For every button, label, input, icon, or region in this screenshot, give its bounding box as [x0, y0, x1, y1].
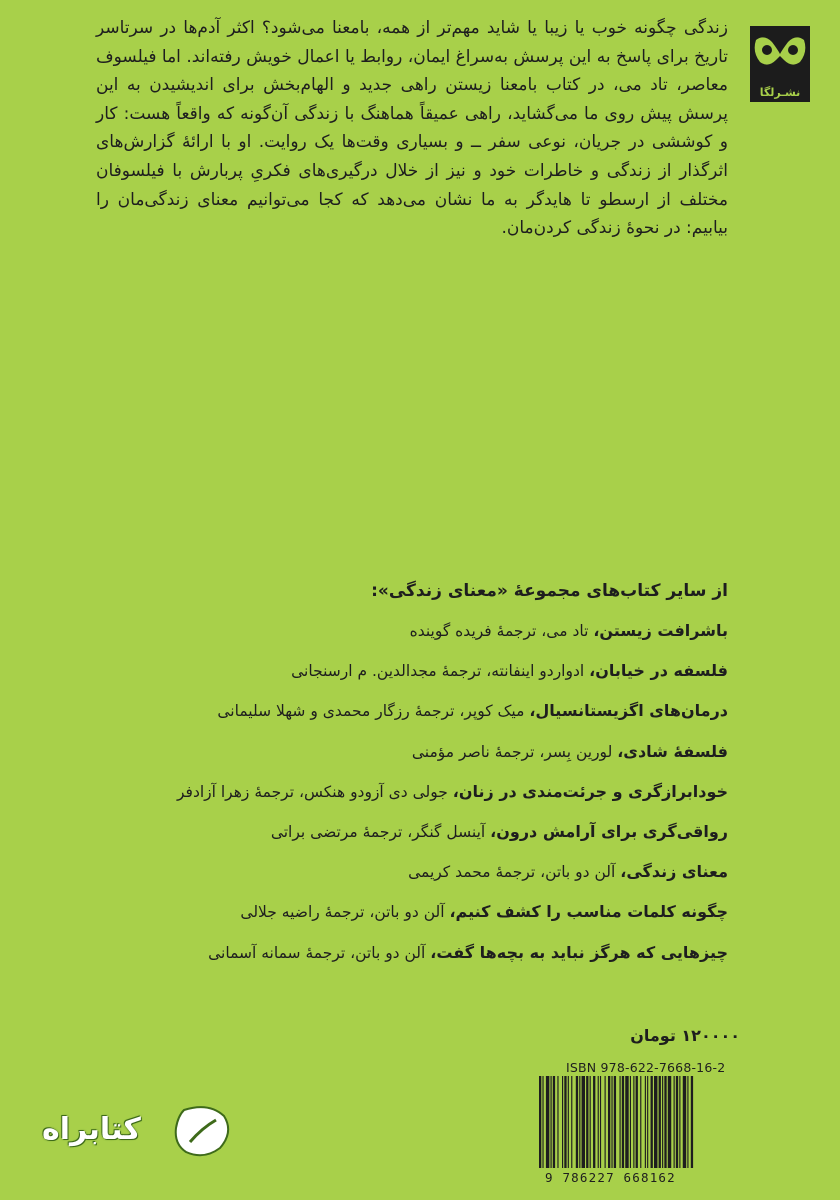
barcode-bar [659, 1076, 661, 1168]
book-title: چگونه کلمات مناسب را کشف کنیم، [449, 902, 728, 922]
watermark-text: کتابراه [42, 1112, 141, 1147]
barcode-bar [593, 1076, 595, 1168]
price-label: ۱۲۰۰۰۰ تومان [630, 1026, 740, 1045]
barcode-bar [557, 1076, 558, 1168]
barcode-bar [622, 1076, 624, 1168]
barcode-bar [645, 1076, 646, 1168]
book-item [96, 660, 728, 700]
publisher-name: نشـرلگا [759, 86, 801, 99]
barcode-bar [636, 1076, 638, 1168]
barcode-bar [611, 1076, 612, 1168]
barcode-bar [562, 1076, 563, 1168]
book-title: خودابرازگری و جرئت‌مندی در زنان، [452, 781, 728, 801]
barcode-bar [553, 1076, 555, 1168]
barcode-bar [654, 1076, 657, 1168]
barcode-bar [586, 1076, 588, 1168]
book-credit: میک کوپر، ترجمهٔ رزگار محمدی و شهلا سلیمانی [217, 702, 530, 721]
barcode-bar [679, 1076, 680, 1168]
book-credit: آلن دو باتن، ترجمهٔ محمد کریمی [408, 863, 621, 882]
barcode-bar [662, 1076, 663, 1168]
barcode-bar [605, 1076, 606, 1168]
back-cover-blurb [96, 14, 728, 243]
book-item [96, 861, 728, 901]
barcode-bar [571, 1076, 572, 1168]
barcode-bar [546, 1076, 549, 1168]
blurb-paragraph: زندگی چگونه خوب یا زیبا یا شاید مهم‌تر از همه، بامعنا می‌شود؟ اکثر آدم‌ها در سرتاسر تاریخ برای پاسخ به این پرسش به‌سراغ ایمان، روابط یا اعمال خویش رفته‌اند. اما فیلسوف معاصر، تاد می، در کتاب بامعنا زیستن راهی جدید و الهام‌بخش برای اندیشیدن به این پرسش پیش روی ما می‌گشاید، راهی عمیقاً هماهنگ با زندگی آن‌گونه که واقعاً هست: کار و کوششی در جریان، نوعی سفر ــ و بسیاری وقت‌ها یک روایت. او با ارائهٔ گزارش‌های اثرگذار از زندگی و خاطرات خود و نیز از خلال درگیری‌های فکریِ پربارش با فیلسوفان مختلف از ارسطو تا هایدگر به ما نشان می‌دهد که کجا می‌توانیم معنای زندگی‌مان را بیابیم: در نحوهٔ زندگی کردن‌مان. [96, 18, 728, 239]
barcode-bar [582, 1076, 585, 1168]
book-title: درمان‌های اگزیستانسیال، [529, 701, 728, 721]
book-credit: آلن دو باتن، ترجمهٔ سمانه آسمانی [208, 943, 431, 962]
barcode-bar [590, 1076, 591, 1168]
book-item [96, 620, 728, 660]
barcode-bar [674, 1076, 675, 1168]
book-credit: ادواردو اینفانته، ترجمهٔ مجدالدین. م ارسنجانی [291, 662, 590, 681]
barcode-bar [683, 1076, 686, 1168]
barcode-bar [551, 1076, 552, 1168]
book-item [96, 901, 728, 941]
barcode-bar [568, 1076, 569, 1168]
barcode-bar [576, 1076, 578, 1168]
book-credit: آلن دو باتن، ترجمهٔ راضیه جلالی [240, 903, 450, 922]
publisher-logo [750, 26, 810, 102]
book-item [96, 942, 728, 982]
book-item [96, 821, 728, 861]
book-credit: آینسل گنگر، ترجمهٔ مرتضی براتی [270, 822, 491, 841]
other-books-heading: از سایر کتاب‌های مجموعهٔ «معنای زندگی»: [371, 581, 728, 601]
barcode-bar [614, 1076, 616, 1168]
barcode-number: 9 786227 668162 [545, 1170, 745, 1185]
barcode-bar [630, 1076, 631, 1168]
barcode-bar [564, 1076, 566, 1168]
barcode-bar [676, 1076, 678, 1168]
barcode-bar [633, 1076, 634, 1168]
barcode-bar [542, 1076, 543, 1168]
book-title: رواقی‌گری برای آرامش درون، [490, 821, 728, 841]
book-item [96, 741, 728, 781]
barcode-bar [625, 1076, 628, 1168]
book-credit: لورین بِسر، ترجمهٔ ناصر مؤمنی [411, 742, 618, 761]
book-title: معنای زندگی، [620, 862, 728, 882]
barcode-bar [539, 1076, 541, 1168]
barcode-bar [600, 1076, 601, 1168]
barcode-bar [651, 1076, 653, 1168]
barcode-bar [640, 1076, 641, 1168]
barcode-bar [647, 1076, 648, 1168]
barcode-bar [579, 1076, 580, 1168]
barcode-bar [691, 1076, 693, 1168]
barcode-bar [687, 1076, 688, 1168]
book-credit: جولی دی آزودو هنکس، ترجمهٔ زهرا آزادفر [176, 782, 453, 801]
book-credit: تاد می، ترجمهٔ فریده گوینده [409, 622, 594, 640]
barcode-bar [668, 1076, 671, 1168]
book-item [96, 781, 728, 821]
owl-eyes-icon [750, 30, 810, 80]
barcode-bar [664, 1076, 666, 1168]
book-title: فلسفهٔ شادی، [617, 741, 728, 761]
book-title: فلسفه در خیابان، [589, 661, 728, 681]
isbn-label: ISBN 978-622-7668-16-2 [566, 1060, 726, 1075]
barcode [535, 1076, 745, 1181]
book-title: باشرافت زیستن، [593, 621, 728, 640]
book-list [96, 620, 728, 982]
other-books-section [96, 576, 728, 982]
book-title: چیزهایی که هرگز نباید به بچه‌ها گفت، [430, 942, 728, 962]
barcode-bar [598, 1076, 599, 1168]
book-item [96, 700, 728, 740]
barcode-bar [608, 1076, 610, 1168]
barcode-bar [620, 1076, 621, 1168]
